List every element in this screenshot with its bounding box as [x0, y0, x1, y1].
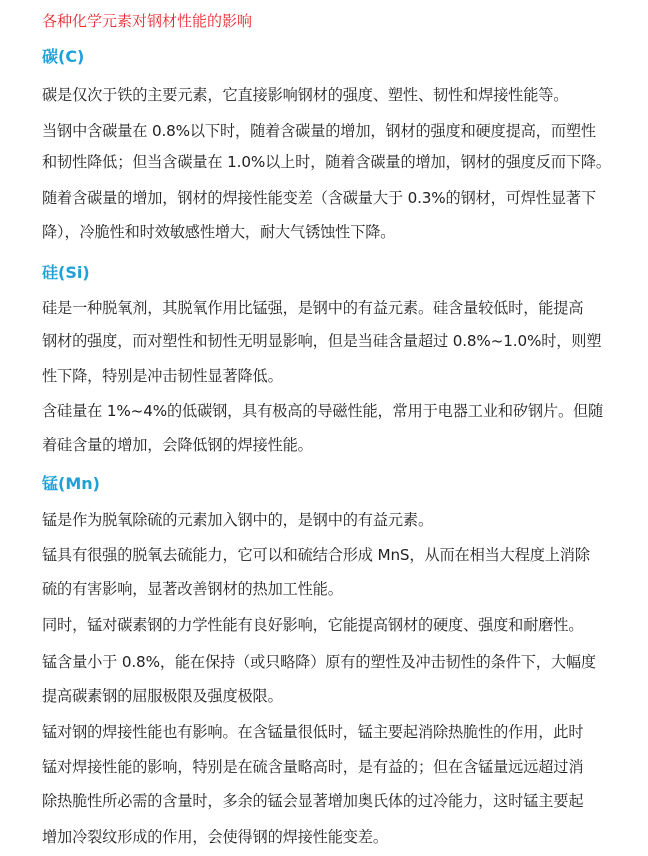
- paragraph-line: 钢材的强度，而对塑性和韧性无明显影响，但是当硅含量超过 0.8%~1.0%时，则塑: [42, 332, 602, 350]
- paragraph-line: 同时，锰对碳素钢的力学性能有良好影响，它能提高钢材的硬度、强度和耐磨性。: [42, 616, 584, 634]
- paragraph-line: 降），冷脆性和时效敏感性增大，耐大气锈蚀性下降。: [42, 223, 396, 241]
- paragraph-line: 性下降，特别是冲击韧性显著降低。: [42, 367, 283, 385]
- paragraph-line: 提高碳素钢的屈服极限及强度极限。: [42, 687, 283, 705]
- paragraph-line: 随着含碳量的增加，钢材的焊接性能变差（含碳量大于 0.3%的钢材，可焊性显著下: [42, 189, 596, 207]
- section-heading-manganese: 锰(Mn): [42, 474, 100, 493]
- paragraph-line: 除热脆性所必需的含量时，多余的锰会显著增加奥氏体的过冷能力，这时锰主要起: [42, 792, 584, 810]
- paragraph-line: 锰对钢的焊接性能也有影响。在含锰量很低时，锰主要起消除热脆性的作用，此时: [42, 723, 584, 741]
- paragraph-line: 着硅含量的增加，会降低钢的焊接性能。: [42, 436, 313, 454]
- paragraph-line: 硅是一种脱氧剂，其脱氧作用比锰强，是钢中的有益元素。硅含量较低时，能提高: [42, 299, 584, 317]
- paragraph-line: 硫的有害影响，显著改善钢材的热加工性能。: [42, 580, 343, 598]
- paragraph-line: 锰含量小于 0.8%，能在保持（或只略降）原有的塑性及冲击韧性的条件下，大幅度: [42, 653, 596, 671]
- paragraph-line: 锰是作为脱氧除硫的元素加入钢中的，是钢中的有益元素。: [42, 511, 433, 529]
- paragraph-line: 当钢中含碳量在 0.8%以下时，随着含碳量的增加，钢材的强度和硬度提高，而塑性: [42, 122, 596, 140]
- paragraph-line: 碳是仅次于铁的主要元素，它直接影响钢材的强度、塑性、韧性和焊接性能等。: [42, 86, 569, 104]
- paragraph-line: 锰具有很强的脱氧去硫能力，它可以和硫结合形成 MnS，从而在相当大程度上消除: [42, 546, 590, 564]
- paragraph-line: 锰对焊接性能的影响，特别是在硫含量略高时，是有益的；但在含锰量远远超过消: [42, 758, 584, 776]
- paragraph-line: 含硅量在 1%~4%的低碳钢，具有极高的导磁性能，常用于电器工业和矽钢片。但随: [42, 402, 604, 420]
- section-heading-carbon: 碳(C): [42, 47, 85, 66]
- paragraph-line: 增加冷裂纹形成的作用，会使得钢的焊接性能变差。: [42, 828, 388, 846]
- document-title: 各种化学元素对钢材性能的影响: [42, 12, 253, 30]
- section-heading-silicon: 硅(Si): [42, 263, 90, 282]
- paragraph-line: 和韧性降低；但当含碳量在 1.0%以上时，随着含碳量的增加，钢材的强度反而下降。: [42, 153, 611, 171]
